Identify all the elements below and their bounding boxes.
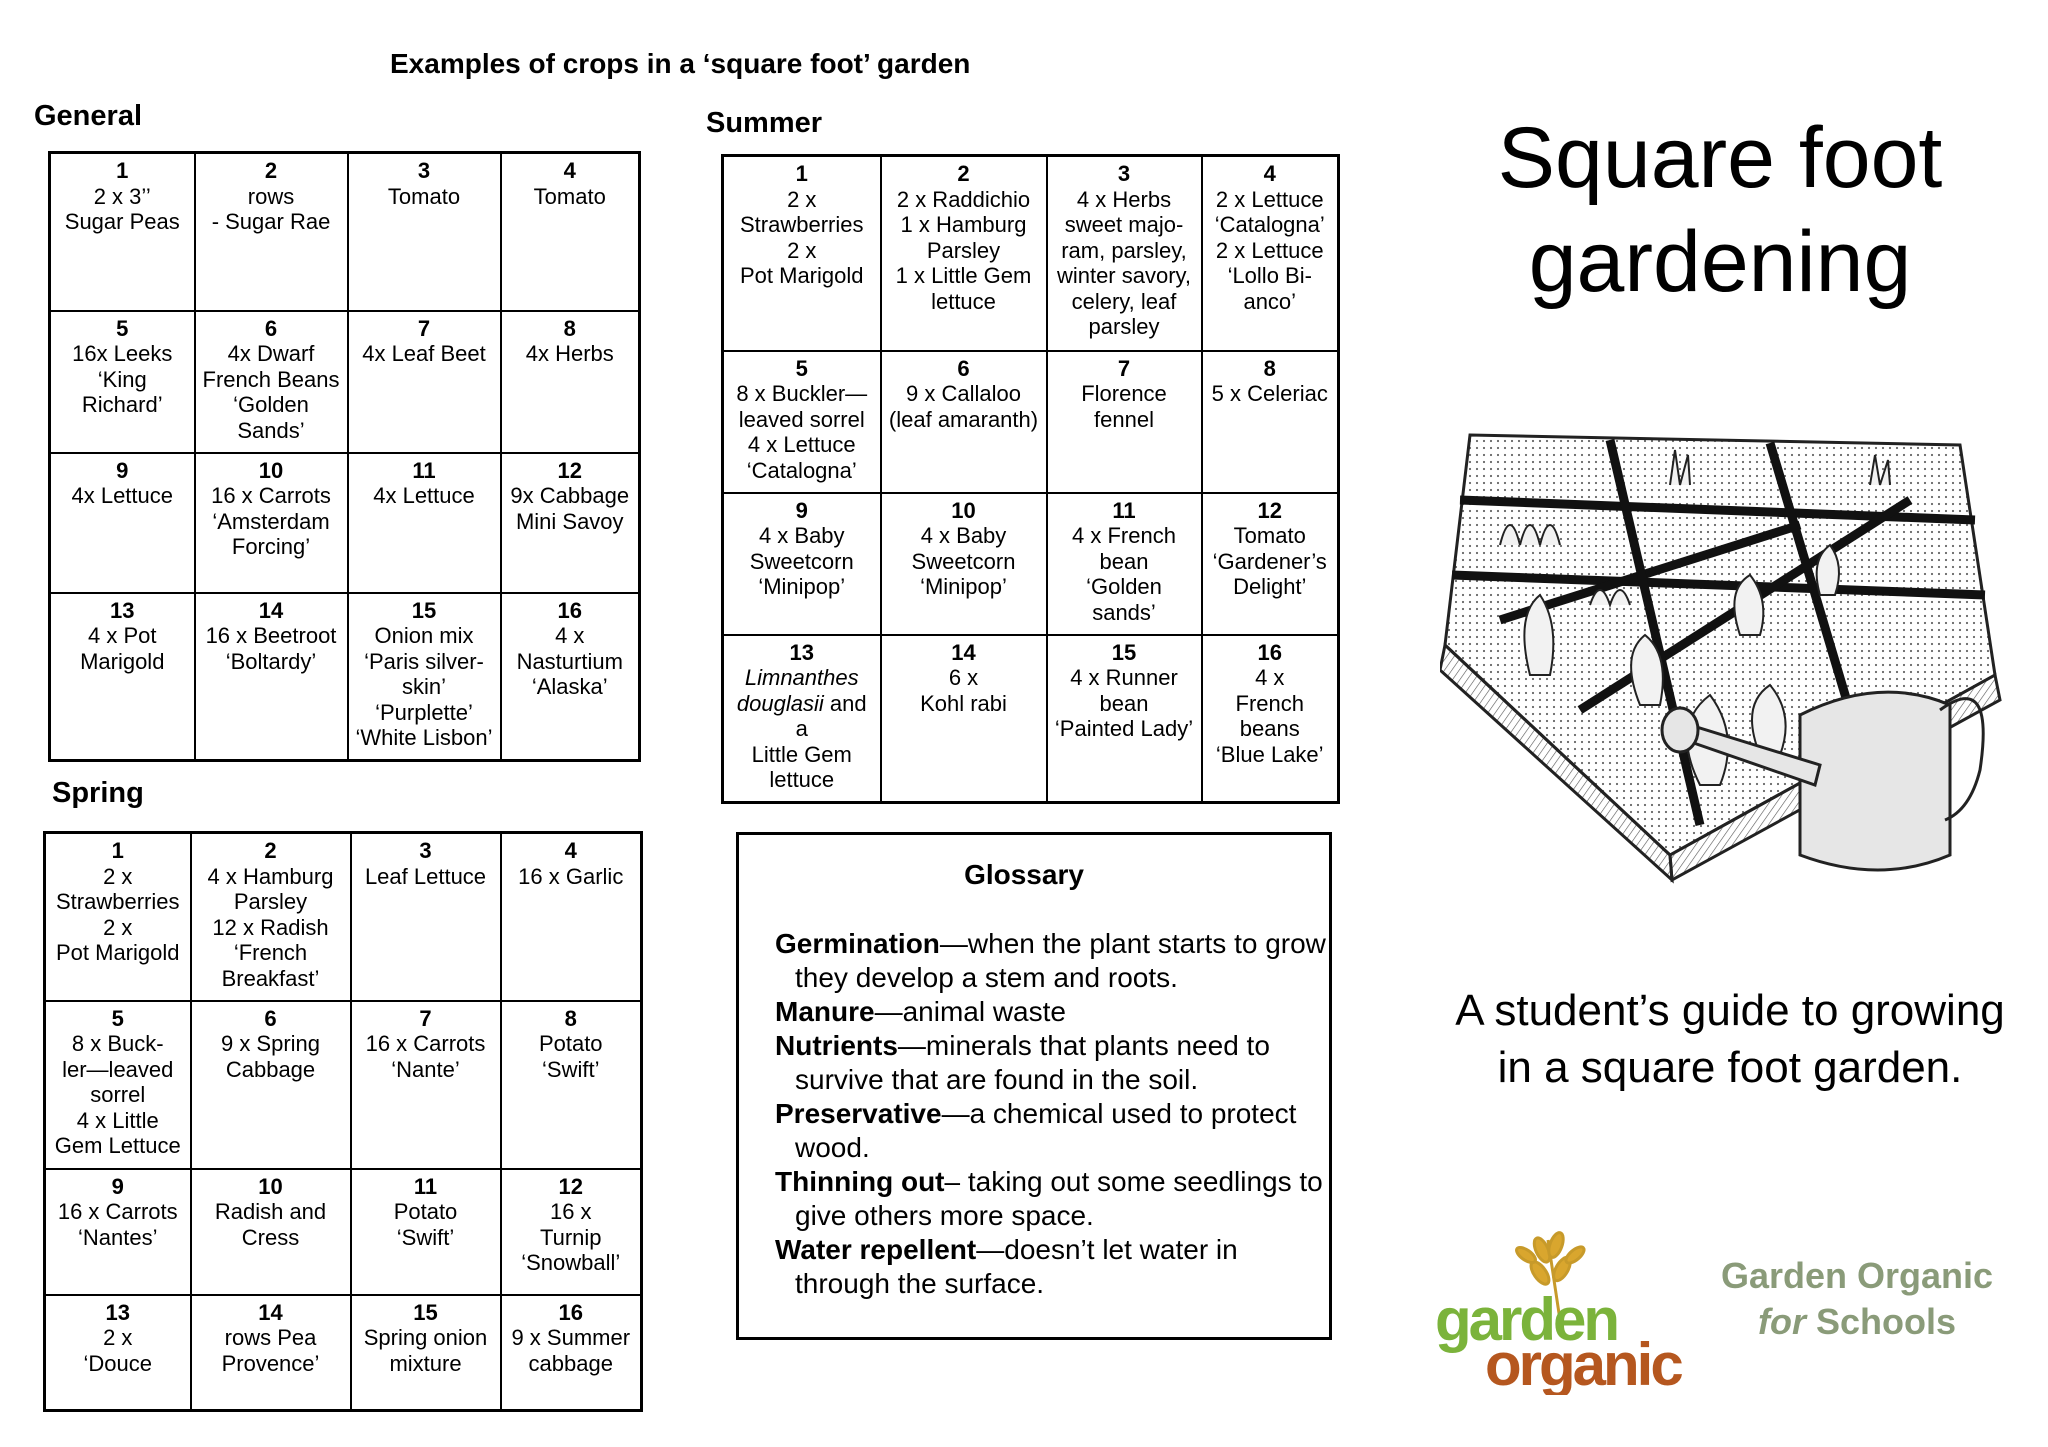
summer-label: Summer xyxy=(706,107,823,139)
cell-text: 4 x French beans ‘Blue Lake’ xyxy=(1215,665,1324,767)
cell-text: 9 x Summer cabbage xyxy=(511,1325,631,1376)
grid-cell xyxy=(191,833,351,1001)
cell-text: 2 x Raddichio 1 x Hamburg Parsley 1 x Little Gem lettuce xyxy=(895,186,1032,314)
grid-cell xyxy=(1202,351,1339,493)
cell-italic-text: Limnanthes douglasii xyxy=(736,665,859,716)
glossary-definition: —doesn’t let water in through the surface. xyxy=(795,1234,1238,1299)
garden-organic-logo xyxy=(1430,1225,1690,1395)
cell-number: 9 xyxy=(116,457,129,483)
cell-number: 2 xyxy=(264,158,278,183)
grid-cell xyxy=(50,311,195,453)
cell-text: 5 x Celeriac xyxy=(1211,381,1328,406)
cell-number: 6 xyxy=(264,1005,277,1031)
glossary-term: Thinning out xyxy=(775,1166,945,1197)
cell-text: 16 x Beetroot ‘Boltardy’ xyxy=(205,623,337,674)
grid-cell xyxy=(191,1001,351,1169)
grid-cell xyxy=(351,833,501,1001)
cell-text: 4 x Pot Marigold xyxy=(80,623,165,674)
cell-text: 8 x Buck- ler—leaved sorrel 4 x Little Gem Lettuce xyxy=(54,1031,181,1158)
garden-bed-with-watering-can-icon xyxy=(1440,425,2005,885)
grid-cell xyxy=(195,453,348,593)
glossary-list xyxy=(775,927,1329,1301)
grid-row xyxy=(50,453,640,593)
cell-number: 16 xyxy=(1257,639,1282,665)
glossary-item xyxy=(775,927,1329,995)
cell-number: 8 xyxy=(1263,355,1276,381)
grid-cell xyxy=(348,453,501,593)
glossary-item xyxy=(775,1233,1329,1301)
glossary-term: Preservative xyxy=(775,1098,942,1129)
spring-grid xyxy=(43,831,643,1412)
grid-cell xyxy=(881,635,1047,803)
cover-title-line1: Square foot xyxy=(1497,110,1943,206)
grid-cell xyxy=(501,1295,642,1411)
grid-cell xyxy=(881,351,1047,493)
grid-cell xyxy=(45,833,191,1001)
cell-number: 4 xyxy=(1263,161,1276,186)
cell-number: 3 xyxy=(1117,161,1131,186)
glossary-definition: —when the plant starts to grow they develop a stem and roots. xyxy=(795,928,1326,993)
glossary-term: Manure xyxy=(775,996,875,1027)
grid-cell xyxy=(195,593,348,761)
grid-cell xyxy=(348,153,501,311)
cell-text: 4x Lettuce xyxy=(373,483,475,508)
cell-text: 16x Leeks ‘King Richard’ xyxy=(72,341,173,417)
grid-cell xyxy=(501,833,642,1001)
cell-number: 3 xyxy=(419,838,432,863)
cell-text: 4 x French bean ‘Golden sands’ xyxy=(1072,523,1176,625)
grid-cell xyxy=(50,593,195,761)
glossary-definition: —animal waste xyxy=(874,996,1066,1027)
glossary-item xyxy=(775,1029,1329,1097)
glossary-definition: – taking out some seedlings to give others more space. xyxy=(795,1166,1323,1231)
general-grid xyxy=(48,151,641,762)
grid-row xyxy=(50,153,640,311)
logo-word-organic: organic xyxy=(1485,1331,1681,1395)
grid-cell xyxy=(723,635,881,803)
cell-text: 16 x Turnip ‘Snowball’ xyxy=(521,1199,621,1275)
grid-cell xyxy=(1202,156,1339,351)
cell-number: 13 xyxy=(110,597,135,623)
grid-row xyxy=(723,493,1339,635)
grid-cell xyxy=(501,453,640,593)
grid-cell xyxy=(50,453,195,593)
grid-cell xyxy=(723,156,881,351)
cell-text: 9 x Spring Cabbage xyxy=(220,1031,321,1082)
grid-cell xyxy=(881,156,1047,351)
cell-text: 4x Dwarf French Beans ‘Golden Sands’ xyxy=(202,341,340,443)
grid-row xyxy=(723,635,1339,803)
cell-number: 3 xyxy=(417,158,431,183)
cell-text: 4 x Herbs sweet majo- ram, parsley, winter savory, celery, leaf parsley xyxy=(1056,186,1192,339)
cell-number: 6 xyxy=(264,315,278,341)
glossary-item xyxy=(775,1097,1329,1165)
cell-text: Radish and Cress xyxy=(214,1199,327,1250)
cell-number: 5 xyxy=(116,315,129,341)
glossary-definition: —minerals that plants need to survive that are found in the soil. xyxy=(795,1030,1270,1095)
grid-cell xyxy=(1202,493,1339,635)
cell-number: 11 xyxy=(412,457,436,483)
glossary-term: Water repellent xyxy=(775,1234,977,1265)
cover-title xyxy=(1400,106,2040,314)
cell-number: 11 xyxy=(413,1173,438,1199)
grid-cell xyxy=(501,153,640,311)
glossary-term: Germination xyxy=(775,928,940,959)
grid-row xyxy=(723,351,1339,493)
logo-word-garden: garden xyxy=(1435,1286,1618,1353)
grid-row xyxy=(45,1169,642,1295)
grid-cell xyxy=(881,493,1047,635)
grid-cell xyxy=(50,153,195,311)
cell-text: Tomato ‘Gardener’s Delight’ xyxy=(1212,523,1327,599)
cell-text: 4x Leaf Beet xyxy=(362,341,486,366)
grid-cell xyxy=(195,153,348,311)
cell-text: Florence fennel xyxy=(1081,381,1167,432)
cell-text: Spring onion mixture xyxy=(363,1325,488,1376)
glossary-title: Glossary xyxy=(964,859,1084,890)
cell-text: 2 x 3’’ Sugar Peas xyxy=(64,183,180,234)
grid-row xyxy=(45,833,642,1001)
cell-number: 10 xyxy=(258,457,284,483)
cell-number: 11 xyxy=(1112,497,1136,523)
wheat-icon xyxy=(1430,1225,1690,1395)
grid-cell xyxy=(501,593,640,761)
cover-subtitle: A student’s guide to growing in a square foot garden. xyxy=(1455,986,2005,1092)
brand-line1: Garden Organic xyxy=(1720,1255,1994,1296)
cell-text: Potato ‘Swift’ xyxy=(538,1031,603,1082)
grid-cell xyxy=(1047,493,1202,635)
cell-text: 4 x Nasturtium ‘Alaska’ xyxy=(516,623,623,699)
cell-number: 1 xyxy=(111,838,124,863)
cell-text: 4x Lettuce xyxy=(71,483,173,508)
brand-schools: Schools xyxy=(1805,1301,1957,1342)
grid-row xyxy=(45,1295,642,1411)
cell-text: 9x Cabbage Mini Savoy xyxy=(510,483,630,534)
grid-cell xyxy=(723,351,881,493)
cell-number: 13 xyxy=(105,1299,130,1325)
cell-text: 4 x Runner bean ‘Painted Lady’ xyxy=(1054,665,1194,741)
cell-number: 14 xyxy=(258,597,284,623)
glossary-item xyxy=(775,995,1329,1029)
cell-number: 5 xyxy=(795,355,808,381)
cell-number: 13 xyxy=(789,639,814,665)
glossary-definition: —a chemical used to protect wood. xyxy=(795,1098,1297,1163)
cell-text: rows - Sugar Rae xyxy=(211,183,331,234)
cell-text: Potato ‘Swift’ xyxy=(393,1199,458,1250)
grid-cell xyxy=(45,1169,191,1295)
cell-number: 6 xyxy=(957,355,970,381)
grid-cell xyxy=(723,493,881,635)
cell-number: 16 xyxy=(557,597,582,623)
cell-text: 2 x ‘Douce xyxy=(83,1325,152,1376)
grid-cell xyxy=(191,1295,351,1411)
cell-text: 16 x Garlic xyxy=(518,863,624,889)
cell-number: 4 xyxy=(563,158,576,183)
cell-text: 16 x Carrots ‘Nante’ xyxy=(365,1031,486,1082)
cell-number: 2 xyxy=(957,161,970,186)
grid-cell xyxy=(351,1001,501,1169)
cell-number: 15 xyxy=(1111,639,1137,665)
cell-text: 4 x Hamburg Parsley 12 x Radish ‘French Breakfast’ xyxy=(207,863,334,991)
cell-number: 9 xyxy=(795,497,808,523)
cell-text: 16 x Carrots ‘Amsterdam Forcing’ xyxy=(211,483,331,559)
cover-title-line2: gardening xyxy=(1528,214,1912,310)
glossary-term: Nutrients xyxy=(775,1030,898,1061)
glossary-item xyxy=(775,1165,1329,1233)
cell-number: 7 xyxy=(1117,355,1131,381)
glossary-box xyxy=(736,832,1332,1340)
cell-number: 8 xyxy=(563,315,576,341)
spring-label: Spring xyxy=(52,777,144,809)
general-label: General xyxy=(34,100,142,132)
cell-text: 2 x Strawberries 2 x Pot Marigold xyxy=(739,186,864,288)
cell-number: 7 xyxy=(419,1005,432,1031)
cell-text: 4 x Baby Sweetcorn ‘Minipop’ xyxy=(911,523,1016,599)
grid-cell xyxy=(501,311,640,453)
cell-number: 8 xyxy=(564,1005,577,1031)
cell-text: 4 x Baby Sweetcorn ‘Minipop’ xyxy=(749,523,854,599)
cell-number: 12 xyxy=(557,457,582,483)
cell-number: 15 xyxy=(413,1299,438,1325)
cell-number: 12 xyxy=(558,1173,583,1199)
cell-text: Leaf Lettuce xyxy=(364,863,487,889)
summer-grid xyxy=(721,154,1340,804)
cell-number: 5 xyxy=(111,1005,124,1031)
grid-cell xyxy=(1202,635,1339,803)
cell-text: 2 x Lettuce ‘Catalogna’ 2 x Lettuce ‘Lollo Bi- anco’ xyxy=(1214,186,1325,314)
grid-cell xyxy=(351,1169,501,1295)
grid-cell xyxy=(195,311,348,453)
grid-cell xyxy=(1047,156,1202,351)
cell-text: 2 x Strawberries 2 x Pot Marigold xyxy=(55,863,180,965)
grid-cell xyxy=(348,593,501,761)
cell-number: 1 xyxy=(795,161,808,186)
cell-text: 8 x Buckler— leaved sorrel 4 x Lettuce ‘Catalogna’ xyxy=(736,381,868,483)
cell-text: rows Pea Provence’ xyxy=(221,1325,320,1376)
garden-bed-illustration xyxy=(1440,425,2005,885)
grid-cell xyxy=(351,1295,501,1411)
cell-number: 16 xyxy=(558,1299,583,1325)
grid-cell xyxy=(501,1169,642,1295)
cell-text: 16 x Carrots ‘Nantes’ xyxy=(57,1199,178,1250)
cell-text: 4x Herbs xyxy=(525,341,614,366)
cell-number: 4 xyxy=(564,838,577,863)
page-title: Examples of crops in a ‘square foot’ garden xyxy=(390,48,971,79)
grid-row xyxy=(723,156,1339,351)
cell-number: 10 xyxy=(951,497,976,523)
grid-cell xyxy=(45,1001,191,1169)
cell-number: 14 xyxy=(258,1299,283,1325)
cell-number: 2 xyxy=(264,838,277,863)
cell-text: Onion mix ‘Paris silver- skin’ ‘Purplette’ ‘White Lisbon’ xyxy=(355,623,493,750)
cell-rest-text: and a Little Gem lettuce xyxy=(751,690,867,792)
cell-text xyxy=(726,665,878,793)
cell-number: 12 xyxy=(1257,497,1282,523)
grid-cell xyxy=(191,1169,351,1295)
cell-number: 1 xyxy=(116,158,129,183)
cell-number: 7 xyxy=(417,315,431,341)
cell-number: 14 xyxy=(951,639,976,665)
grid-cell xyxy=(501,1001,642,1169)
grid-cell xyxy=(1047,351,1202,493)
grid-cell xyxy=(45,1295,191,1411)
cell-number: 15 xyxy=(411,597,437,623)
grid-row xyxy=(50,311,640,453)
grid-row xyxy=(50,593,640,761)
cell-text: 9 x Callaloo (leaf amaranth) xyxy=(888,381,1039,432)
cell-text: 6 x Kohl rabi xyxy=(920,665,1007,716)
cell-text: Tomato xyxy=(387,183,461,209)
brand-text xyxy=(1692,1253,2022,1345)
grid-cell xyxy=(348,311,501,453)
cell-number: 10 xyxy=(258,1173,283,1199)
cell-number: 9 xyxy=(111,1173,124,1199)
cell-text: Tomato xyxy=(533,183,606,209)
grid-cell xyxy=(1047,635,1202,803)
brand-for: for xyxy=(1757,1301,1806,1342)
grid-row xyxy=(45,1001,642,1169)
brand-line2 xyxy=(1692,1299,2022,1345)
